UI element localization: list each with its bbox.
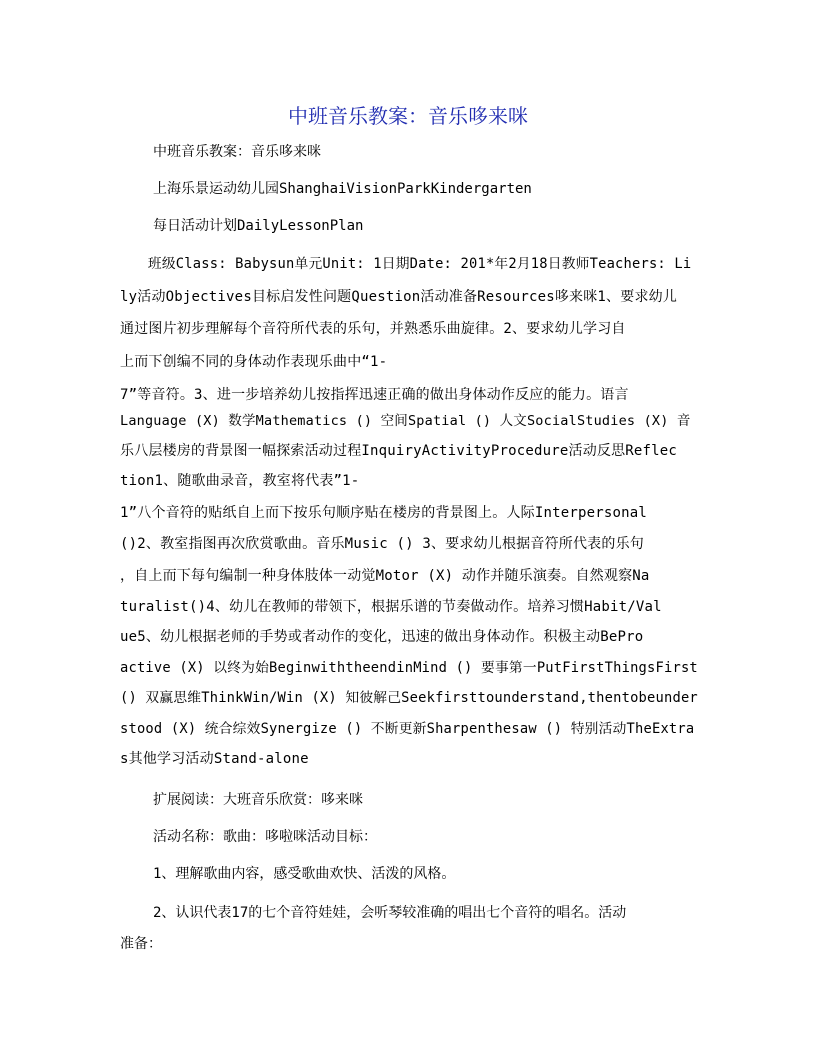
subtitle-line: 中班音乐教案：音乐哆来咪 (153, 144, 321, 160)
body-line: () 双赢思维ThinkWin/Win (X) 知彼解己Seekfirsttounderstand,thentobeunder (120, 690, 698, 706)
body-line: Language (X) 数学Mathematics () 空间Spatial () 人文SocialStudies (X) 音 (120, 413, 691, 429)
body-line: 通过图片初步理解每个音符所代表的乐句，并熟悉乐曲旋律。2、要求幼儿学习自 (120, 321, 626, 337)
body-line: stood (X) 统合综效Synergize () 不断更新Sharpenthesaw () 特别活动TheExtra (120, 721, 695, 737)
document-title: 中班音乐教案：音乐哆来咪 (288, 104, 528, 128)
body-line: 1”八个音符的贴纸自上而下按乐句顺序贴在楼房的背景图上。人际Interpersonal (120, 505, 648, 521)
body-line: 7”等音符。3、进一步培养幼儿按指挥迅速正确的做出身体动作反应的能力。语言 (120, 387, 629, 403)
goal-2-continuation: 准备： (120, 936, 162, 952)
body-line: ，自上而下每句编制一种身体肢体一动觉Motor (X) 动作并随乐演奏。自然观察Na (120, 568, 650, 584)
body-line: 班级Class: Babysun单元Unit: 1日期Date: 201*年2月18日教师Teachers: Li (120, 256, 692, 272)
body-line: 乐八层楼房的背景图一幅探索活动过程InquiryActivityProcedure活动反思Reflec (120, 443, 678, 459)
activity-name-line: 活动名称：歌曲：哆啦咪活动目标： (153, 829, 377, 845)
body-line: ue5、幼儿根据老师的手势或者动作的变化，迅速的做出身体动作。积极主动BePro (120, 629, 644, 645)
plan-title-line: 每日活动计划DailyLessonPlan (153, 218, 364, 234)
extended-reading-line: 扩展阅读：大班音乐欣赏：哆来咪 (153, 792, 363, 808)
kindergarten-line: 上海乐景运动幼儿园ShanghaiVisionParkKindergarten (153, 181, 532, 197)
body-line: turalist()4、幼儿在教师的带领下，根据乐谱的节奏做动作。培养习惯Habit/Val (120, 599, 662, 615)
goal-2-line: 2、认识代表17的七个音符娃娃，会听琴较准确的唱出七个音符的唱名。活动 (153, 905, 627, 921)
body-line: ly活动Objectives目标启发性问题Question活动准备Resources哆来咪1、要求幼儿 (120, 289, 678, 305)
goal-1-line: 1、理解歌曲内容，感受歌曲欢快、活泼的风格。 (153, 866, 456, 882)
body-line: s其他学习活动Stand-alone (120, 751, 309, 767)
body-line: 上而下创编不同的身体动作表现乐曲中“1- (120, 354, 388, 370)
body-line: active (X) 以终为始BeginwiththeendinMind () 要事第一PutFirstThingsFirst (120, 660, 698, 676)
body-line: tion1、随歌曲录音，教室将代表”1- (120, 473, 360, 489)
body-line: ()2、教室指图再次欣赏歌曲。音乐Music () 3、要求幼儿根据音符所代表的乐句 (120, 536, 644, 552)
